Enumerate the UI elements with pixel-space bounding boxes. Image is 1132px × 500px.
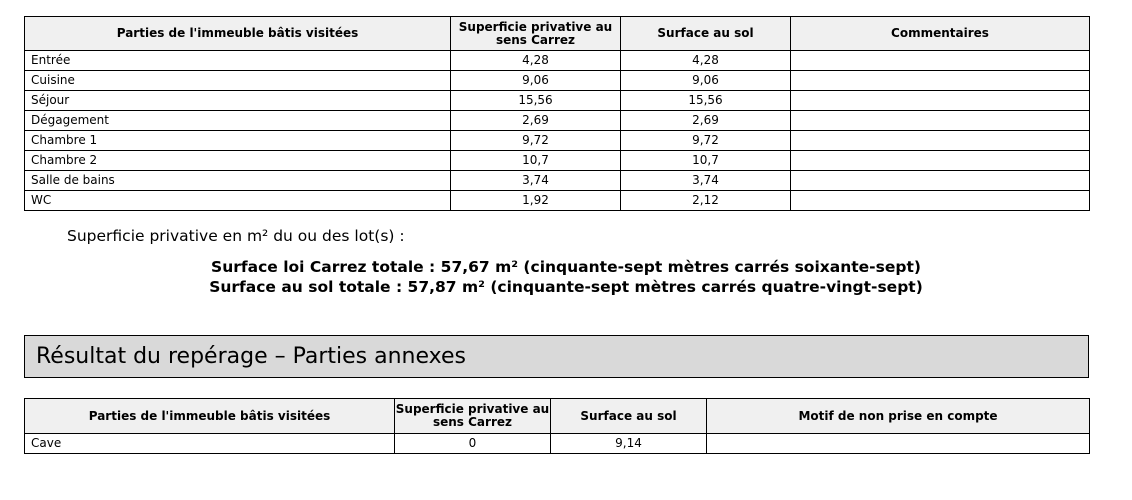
cell-part: Cuisine: [25, 71, 451, 91]
cell-floor: 9,14: [551, 434, 707, 454]
table-row: [25, 171, 1090, 191]
table-row: [25, 51, 1090, 71]
cell-part: Salle de bains: [25, 171, 451, 191]
table-row: [25, 111, 1090, 131]
cell-comment: [791, 91, 1090, 111]
cell-comment: [791, 51, 1090, 71]
header-floor: Surface au sol: [551, 399, 707, 434]
cell-comment: [791, 191, 1090, 211]
cell-floor: 15,56: [621, 91, 791, 111]
cell-part: Chambre 1: [25, 131, 451, 151]
summary-totals: [0, 257, 1132, 297]
table-row: [25, 191, 1090, 211]
cell-comment: [791, 111, 1090, 131]
table-row: [25, 434, 1090, 454]
cell-floor: 10,7: [621, 151, 791, 171]
cell-carrez: 10,7: [451, 151, 621, 171]
cell-carrez: 3,74: [451, 171, 621, 191]
annex-title-text: Résultat du repérage – Parties annexes: [36, 344, 466, 369]
header-carrez: Superficie privative au sens Carrez: [451, 17, 621, 51]
cell-floor: 4,28: [621, 51, 791, 71]
annex-section-title: [24, 335, 1089, 378]
cell-floor: 9,06: [621, 71, 791, 91]
header-comments: Commentaires: [791, 17, 1090, 51]
cell-carrez: 9,06: [451, 71, 621, 91]
cell-comment: [791, 131, 1090, 151]
carrez-total: Surface loi Carrez totale : 57,67 m² (cinquante-sept mètres carrés soixante-sept): [211, 258, 921, 276]
cell-reason: [707, 434, 1090, 454]
cell-carrez: 0: [395, 434, 551, 454]
annex-table: [24, 398, 1090, 454]
cell-floor: 3,74: [621, 171, 791, 191]
cell-comment: [791, 151, 1090, 171]
cell-floor: 9,72: [621, 131, 791, 151]
header-reason: Motif de non prise en compte: [707, 399, 1090, 434]
cell-comment: [791, 171, 1090, 191]
table-row: [25, 71, 1090, 91]
cell-carrez: 15,56: [451, 91, 621, 111]
cell-carrez: 9,72: [451, 131, 621, 151]
cell-part: Chambre 2: [25, 151, 451, 171]
cell-part: Séjour: [25, 91, 451, 111]
cell-carrez: 1,92: [451, 191, 621, 211]
table-row: [25, 151, 1090, 171]
table-row: [25, 131, 1090, 151]
rooms-table: [24, 16, 1090, 211]
cell-part: WC: [25, 191, 451, 211]
cell-carrez: 4,28: [451, 51, 621, 71]
cell-floor: 2,69: [621, 111, 791, 131]
cell-comment: [791, 71, 1090, 91]
cell-carrez: 2,69: [451, 111, 621, 131]
header-part: Parties de l'immeuble bâtis visitées: [25, 17, 451, 51]
annex-table-header-row: [25, 399, 1090, 434]
cell-part: Dégagement: [25, 111, 451, 131]
floor-total: Surface au sol totale : 57,87 m² (cinquante-sept mètres carrés quatre-vingt-sept): [209, 278, 923, 296]
cell-part: Cave: [25, 434, 395, 454]
header-carrez: Superficie privative au sens Carrez: [395, 399, 551, 434]
header-floor: Surface au sol: [621, 17, 791, 51]
cell-floor: 2,12: [621, 191, 791, 211]
rooms-table-header-row: [25, 17, 1090, 51]
summary-intro: Superficie privative en m² du ou des lot(s) :: [67, 227, 405, 245]
table-row: [25, 91, 1090, 111]
cell-part: Entrée: [25, 51, 451, 71]
header-part: Parties de l'immeuble bâtis visitées: [25, 399, 395, 434]
